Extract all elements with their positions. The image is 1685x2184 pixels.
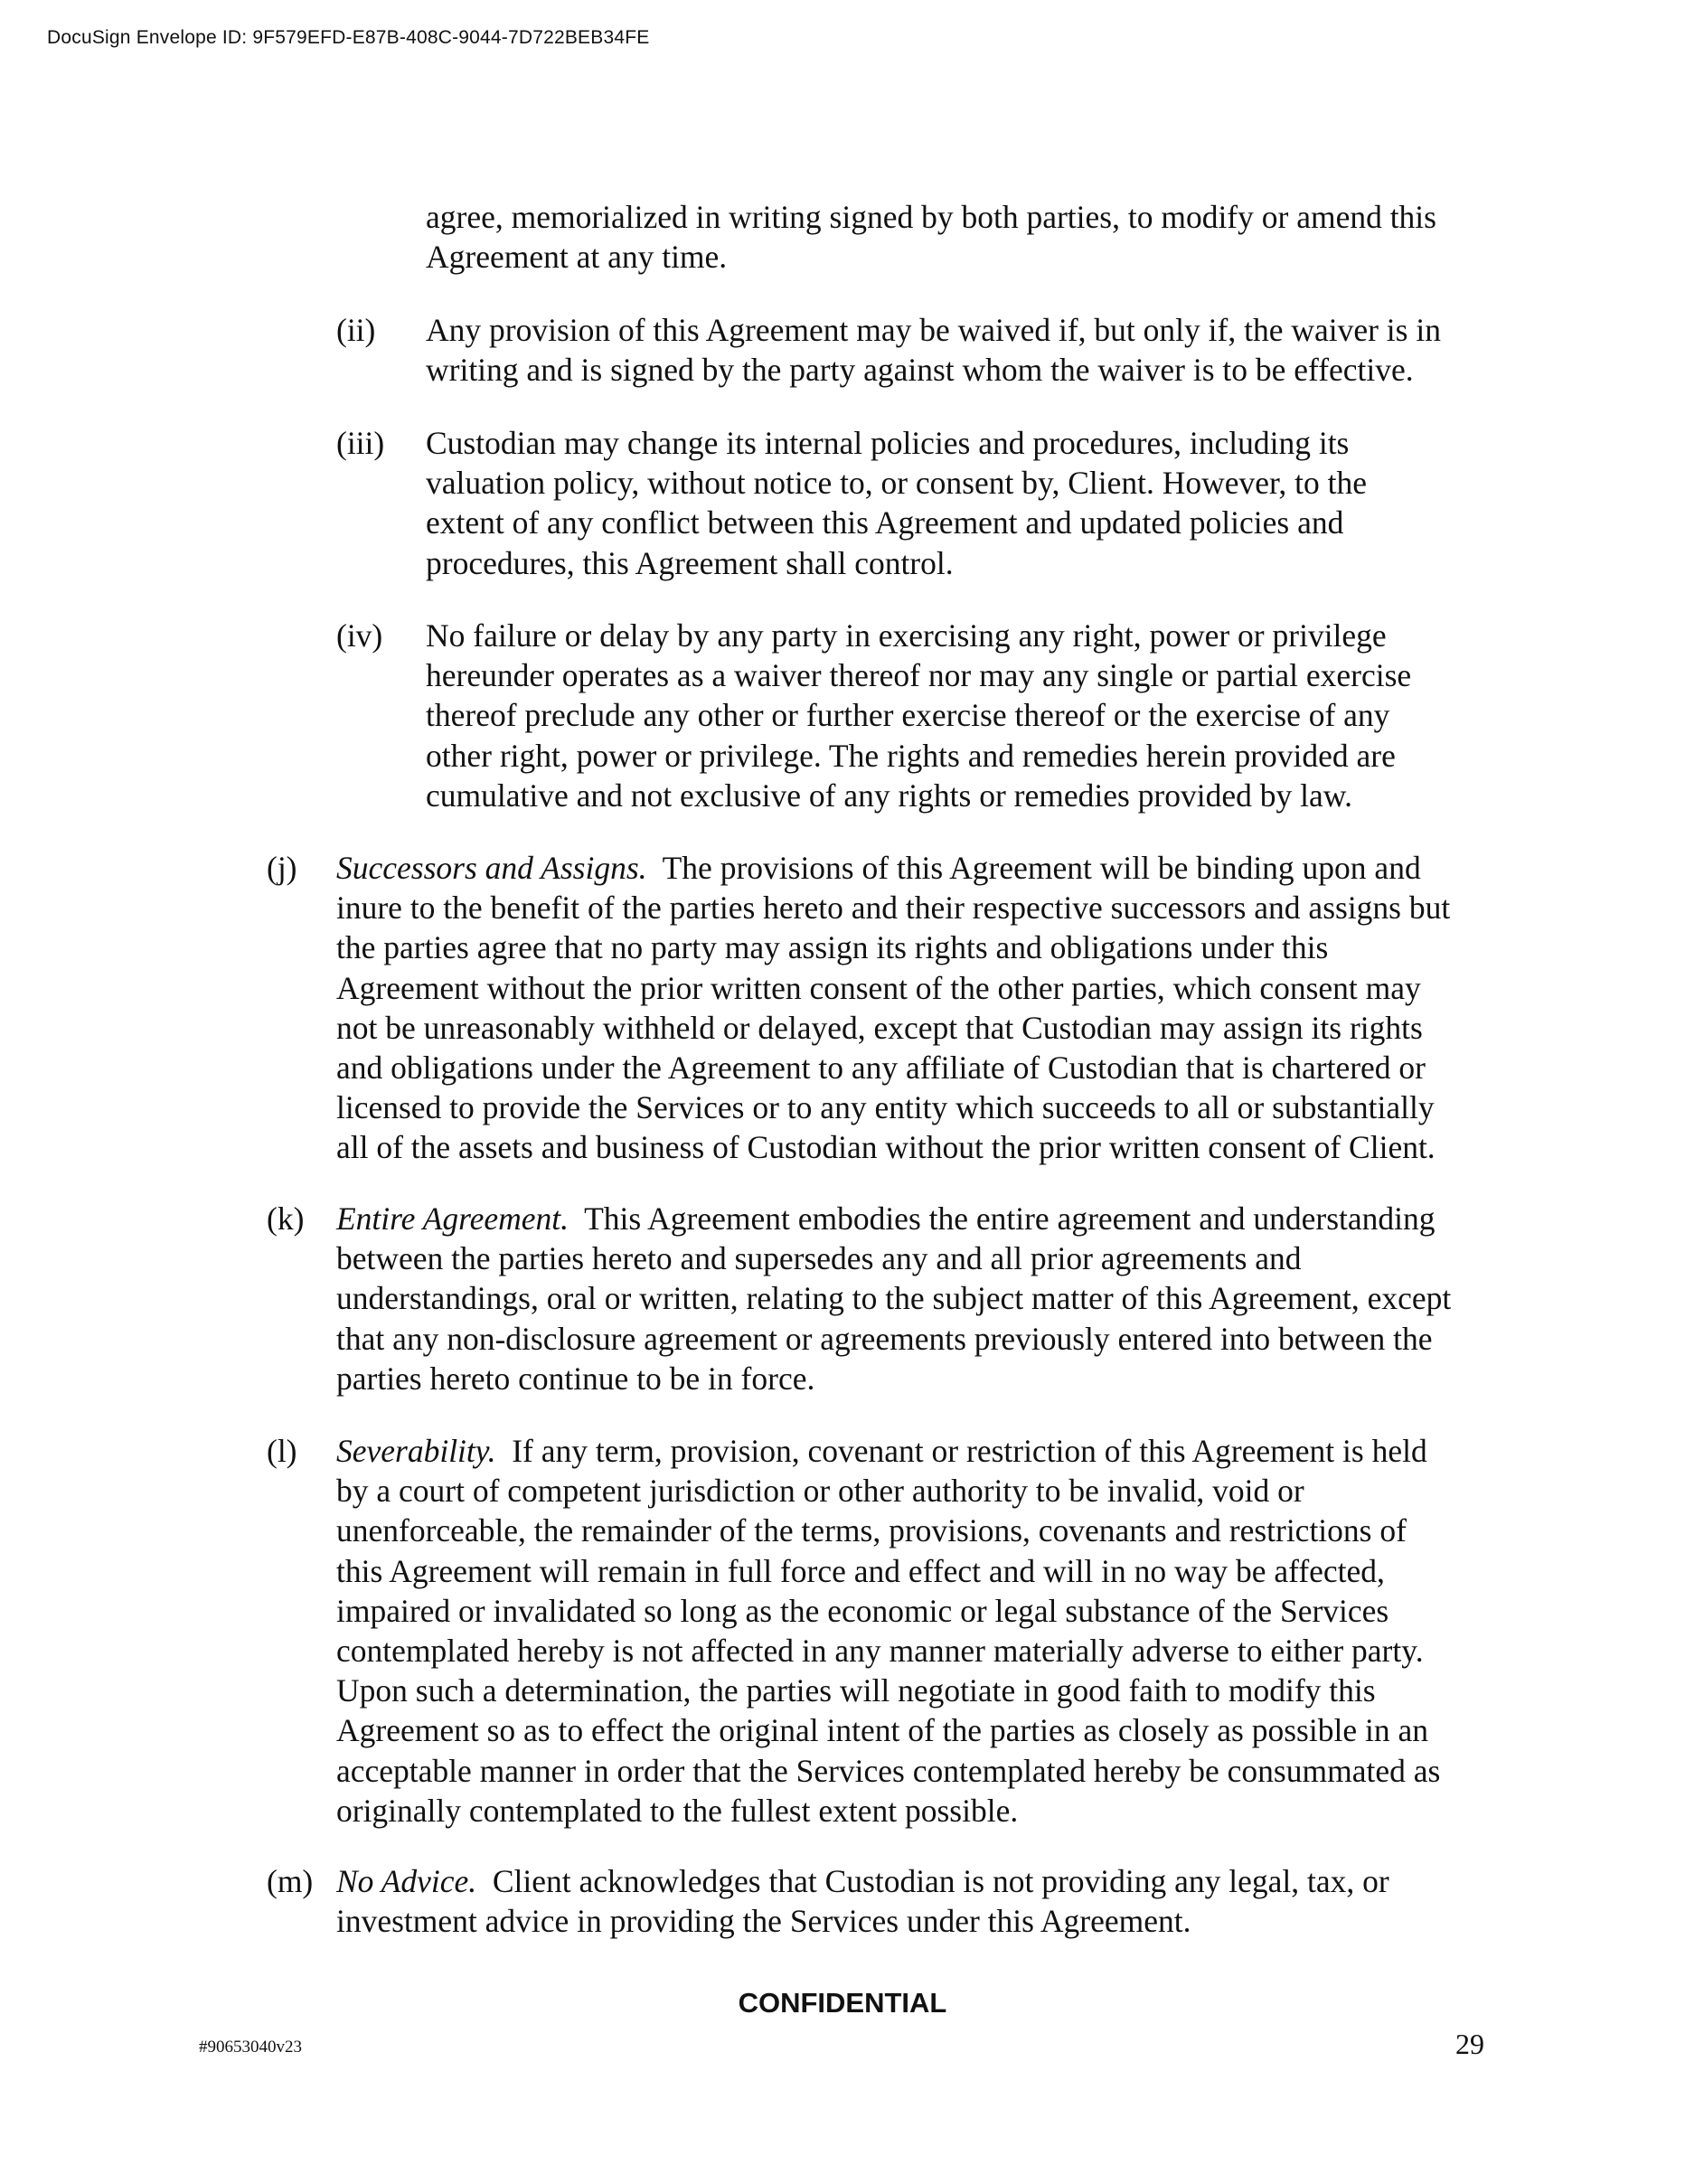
- text-line: No failure or delay by any party in exercising any right, power or privilege: [426, 617, 1387, 654]
- text-line: writing and is signed by the party against whom the waiver is to be effective.: [426, 352, 1414, 389]
- text-line: cumulative and not exclusive of any rights or remedies provided by law.: [426, 777, 1352, 814]
- section-text: [336, 848, 1511, 1168]
- text-line: inure to the benefit of the parties hereto and their respective successors and assigns but: [336, 890, 1451, 927]
- text-line: the parties agree that no party may assign its rights and obligations under this: [336, 929, 1329, 966]
- section-number: (l): [267, 1433, 297, 1469]
- text-line: Agreement without the prior written consent of the other parties, which consent may: [336, 969, 1421, 1006]
- docusign-envelope-id: DocuSign Envelope ID: 9F579EFD-E87B-408C-9044-7D722BEB34FE: [47, 27, 650, 48]
- text-line: [336, 848, 1511, 888]
- subitem-text: [426, 616, 1601, 815]
- subitem-number: (iii): [336, 425, 385, 461]
- section-heading: No Advice.: [336, 1863, 477, 1899]
- page-number: 29: [1455, 2028, 1484, 2060]
- section-number: (k): [267, 1200, 305, 1237]
- text-line: [336, 1431, 1511, 1471]
- text-line: contemplated hereby is not affected in any manner materially adverse to either party.: [336, 1633, 1424, 1670]
- text-line: that any non-disclosure agreement or agreements previously entered into between the: [336, 1320, 1433, 1357]
- text-line: agree, memorialized in writing signed by both parties, to modify or amend this: [426, 199, 1436, 235]
- section-heading: Entire Agreement.: [336, 1200, 569, 1237]
- text-line: procedures, this Agreement shall control.: [426, 544, 954, 581]
- text-line: impaired or invalidated so long as the economic or legal substance of the Services: [336, 1592, 1389, 1629]
- text-line: originally contemplated to the fullest extent possible.: [336, 1792, 1019, 1829]
- text-line: all of the assets and business of Custodian without the prior written consent of Client.: [336, 1129, 1436, 1166]
- text-line: thereof preclude any other or further exercise thereof or the exercise of any: [426, 697, 1390, 734]
- text-line: parties hereto continue to be in force.: [336, 1360, 815, 1397]
- text-line: other right, power or privilege. The rights and remedies herein provided are: [426, 737, 1396, 774]
- section-heading: Successors and Assigns.: [336, 850, 647, 886]
- text-line: Upon such a determination, the parties will negotiate in good faith to modify this: [336, 1672, 1376, 1709]
- text-line: not be unreasonably withheld or delayed, except that Custodian may assign its rights: [336, 1009, 1423, 1046]
- section-text: [336, 1431, 1511, 1831]
- subitem-text: [426, 310, 1601, 390]
- text-line: Agreement at any time.: [426, 239, 728, 276]
- text-line: understandings, oral or written, relating to the subject matter of this Agreement, except: [336, 1280, 1452, 1317]
- continued-paragraph: [426, 197, 1436, 277]
- heading-continuation: The provisions of this Agreement will be binding upon and: [646, 850, 1421, 886]
- section-text: [336, 1199, 1511, 1398]
- text-line: between the parties hereto and supersedes any and all prior agreements and: [336, 1240, 1302, 1277]
- text-line: unenforceable, the remainder of the terms, provisions, covenants and restrictions of: [336, 1512, 1407, 1549]
- text-line: hereunder operates as a waiver thereof nor may any single or partial exercise: [426, 657, 1412, 694]
- confidential-label: CONFIDENTIAL: [738, 1987, 947, 2019]
- text-line: Agreement so as to effect the original intent of the parties as closely as possible in an: [336, 1712, 1428, 1749]
- text-line: extent of any conflict between this Agreement and updated policies and: [426, 504, 1344, 541]
- text-line: valuation policy, without notice to, or consent by, Client. However, to the: [426, 465, 1368, 502]
- section-number: (m): [267, 1863, 314, 1899]
- text-line: [336, 1199, 1511, 1238]
- heading-continuation: Client acknowledges that Custodian is not providing any legal, tax, or: [476, 1863, 1389, 1899]
- text-line: Any provision of this Agreement may be waived if, but only if, the waiver is in: [426, 312, 1441, 348]
- text-line: this Agreement will remain in full force and effect and will in no way be affected,: [336, 1552, 1385, 1589]
- text-line: investment advice in providing the Services under this Agreement.: [336, 1903, 1191, 1940]
- section-heading: Severability.: [336, 1433, 496, 1469]
- heading-continuation: This Agreement embodies the entire agreement and understanding: [568, 1200, 1436, 1237]
- document-id: #90653040v23: [199, 2038, 302, 2057]
- text-line: acceptable manner in order that the Services contemplated hereby be consummated as: [336, 1752, 1441, 1789]
- subitem-text: [426, 423, 1601, 583]
- subitem-number: (iv): [336, 617, 383, 654]
- text-line: and obligations under the Agreement to any affiliate of Custodian that is chartered or: [336, 1050, 1426, 1087]
- section-number: (j): [267, 850, 297, 886]
- section-text: [336, 1861, 1511, 1941]
- heading-continuation: If any term, provision, covenant or restriction of this Agreement is held: [495, 1433, 1427, 1469]
- text-line: [336, 1861, 1511, 1901]
- text-line: by a court of competent jurisdiction or other authority to be invalid, void or: [336, 1473, 1304, 1510]
- subitem-number: (ii): [336, 312, 376, 348]
- text-line: licensed to provide the Services or to any entity which succeeds to all or substantially: [336, 1089, 1435, 1126]
- text-line: Custodian may change its internal policies and procedures, including its: [426, 425, 1350, 461]
